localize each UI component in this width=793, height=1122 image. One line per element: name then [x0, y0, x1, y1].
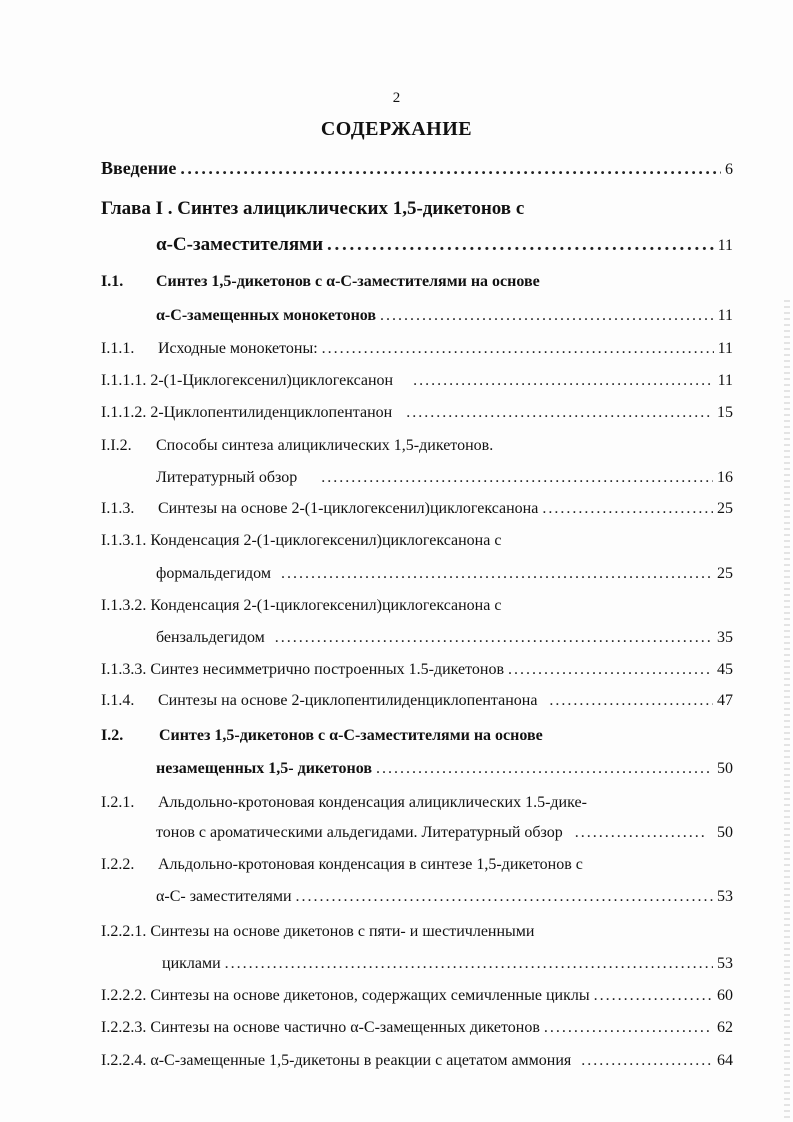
toc-entry-s1-1-4	[101, 690, 733, 712]
toc-entry-text: 2-(1-Циклогексенил)циклогексанон	[150, 372, 394, 389]
scan-edge-artifact	[784, 300, 790, 1120]
leader-dots	[281, 563, 713, 585]
toc-entry-s1-1-2-title	[101, 435, 733, 457]
toc-entry-s1-1-2	[156, 467, 733, 489]
toc-page-number: 35	[717, 629, 733, 646]
toc-entry-s1-1-title	[101, 271, 733, 293]
toc-entry-s1-1-1	[101, 338, 733, 360]
leader-dots	[406, 402, 713, 424]
toc-page-number: 11	[717, 340, 733, 357]
toc-page-number: 60	[717, 987, 733, 1004]
toc-entry-text: Исходные монокетоны:	[158, 340, 318, 357]
leader-dots	[542, 498, 713, 520]
toc-entry-text: α-С-замещенных монокетонов	[156, 307, 377, 324]
toc-section-number: I.2.2.4.	[101, 1052, 147, 1069]
toc-page-number: 25	[717, 565, 733, 582]
toc-entry-s1-1-3-1-title	[101, 530, 733, 552]
toc-page-number: 25	[717, 500, 733, 517]
toc-entry-text: Литературный обзор	[156, 469, 298, 486]
toc-entry-s1-1-3-2	[156, 627, 733, 649]
toc-page-number: 50	[717, 824, 733, 841]
leader-dots	[575, 822, 705, 844]
leader-dots	[508, 659, 713, 681]
leader-dots	[376, 758, 713, 780]
toc-page-number: 53	[717, 888, 733, 905]
toc-page-number: 11	[717, 307, 733, 324]
toc-entry-text: Альдольно-кротоновая конденсация в синтезе 1,5-дикетонов с	[158, 856, 583, 873]
toc-entry-text: Синтезы на основе 2-(1-циклогексенил)циклогексанона	[158, 500, 539, 517]
toc-entry-s1-1-3-1	[156, 563, 733, 585]
toc-entry-text: α-С- заместителями	[156, 888, 292, 905]
leader-dots	[413, 370, 714, 392]
toc-entry-s1-2-2	[156, 886, 733, 908]
toc-entry-text: α-С-заместителями	[156, 234, 324, 255]
toc-page-number: 62	[717, 1019, 733, 1036]
toc-entry-text: Альдольно-кротоновая конденсация алициклических 1.5-дике-	[158, 794, 587, 811]
toc-entry-chapter1	[156, 234, 733, 256]
toc-page-number: 64	[717, 1052, 733, 1069]
toc-section-number: I.1.	[101, 273, 124, 290]
leader-dots	[581, 1050, 713, 1072]
toc-page-number: 45	[717, 661, 733, 678]
page-title: СОДЕРЖАНИЕ	[320, 118, 473, 140]
toc-entry-s1-1	[156, 305, 733, 327]
leader-dots	[296, 886, 713, 908]
toc-entry-s1-2-2-1-title	[101, 921, 733, 943]
toc-entry-text: Синтезы на основе дикетонов с пяти- и шестичленными	[150, 923, 535, 940]
toc-section-number: I.1.1.2.	[101, 404, 147, 421]
toc-entry-s1-2-2-title	[101, 854, 733, 876]
toc-page-number: 47	[717, 692, 733, 709]
leader-dots	[549, 690, 713, 712]
leader-dots	[180, 157, 721, 179]
toc-section-number: I.I.2.	[101, 437, 132, 454]
toc-entry-s1-2-title	[101, 725, 733, 747]
toc-section-number: I.1.3.3.	[101, 661, 147, 678]
toc-entry-text: бензальдегидом	[156, 629, 265, 646]
toc-entry-s1-2-2-2	[101, 985, 733, 1007]
toc-section-number: I.2.2.1.	[101, 923, 147, 940]
toc-entry-text: α-С-замещенные 1,5-дикетоны в реакции с ацетатом аммония	[150, 1052, 572, 1069]
toc-entry-text: Введение	[101, 158, 177, 178]
toc-entry-s1-1-3	[101, 498, 733, 520]
toc-entry-text: Синтезы на основе частично α-С-замещенных дикетонов	[150, 1019, 540, 1036]
toc-entry-text: тонов с ароматическими альдегидами. Литературный обзор	[156, 824, 563, 841]
toc-entry-s1-2-2-4	[101, 1050, 733, 1072]
toc-entry-s1-2-1-title	[101, 792, 733, 814]
leader-dots	[321, 467, 713, 489]
toc-entry-text: Синтез несимметрично построенных 1.5-дикетонов	[150, 661, 504, 678]
toc-section-number: I.2.	[101, 727, 124, 744]
toc-entry-s1-2	[156, 758, 733, 780]
toc-section-number: I.2.2.2.	[101, 987, 147, 1004]
toc-entry-text: Синтез 1,5-дикетонов с α-С-заместителями на основе	[156, 273, 540, 290]
toc-entry-text: циклами	[162, 955, 221, 972]
toc-entry-text: Синтезы на основе 2-циклопентилиденциклопентанона	[158, 692, 538, 709]
toc-section-number: I.2.2.	[101, 856, 135, 873]
toc-page-number: 15	[717, 404, 733, 421]
leader-dots	[275, 627, 713, 649]
leader-dots	[594, 985, 713, 1007]
toc-page-number: 53	[717, 955, 733, 972]
toc-page-number: 16	[717, 469, 733, 486]
toc-page-number: 11	[717, 372, 733, 389]
toc-entry-s1-1-1-2	[101, 402, 733, 424]
toc-entry-text: Конденсация 2-(1-циклогексенил)циклогексанона с	[150, 532, 502, 549]
leader-dots	[225, 953, 713, 975]
toc-section-number: I.1.4.	[101, 692, 135, 709]
toc-entry-text: 2-Циклопентилиденциклопентанон	[150, 404, 393, 421]
toc-page-number: 6	[725, 161, 733, 178]
leader-dots	[322, 338, 714, 360]
toc-section-number: I.1.3.	[101, 500, 135, 517]
toc-entry-s1-2-2-1	[162, 953, 733, 975]
toc-section-number: I.1.3.1.	[101, 532, 147, 549]
page-number: 2	[392, 90, 401, 106]
toc-section-number: I.1.3.2.	[101, 597, 147, 614]
toc-page-number: 11	[717, 237, 733, 254]
toc-entry-text: Синтез 1,5-дикетонов с α-С-заместителями на основе	[159, 727, 543, 744]
toc-entry-text: Конденсация 2-(1-циклогексенил)циклогексанона с	[150, 597, 502, 614]
toc-entry-s1-1-3-2-title	[101, 595, 733, 617]
toc-section-number: I.2.1.	[101, 794, 135, 811]
toc-entry-s1-2-1	[156, 822, 733, 844]
toc-entry-s1-1-3-3	[101, 659, 733, 681]
leader-dots	[380, 305, 714, 327]
toc-entry-text: Способы синтеза алициклических 1,5-дикетонов.	[156, 437, 494, 454]
toc-entry-text: Синтезы на основе дикетонов, содержащих семичленные циклы	[150, 987, 590, 1004]
toc-page-number: 50	[717, 760, 733, 777]
toc-entry-s1-2-2-3	[101, 1017, 733, 1039]
leader-dots	[544, 1017, 713, 1039]
toc-section-number: I.2.2.3.	[101, 1019, 147, 1036]
toc-entry-text: формальдегидом	[156, 565, 271, 582]
toc-section-number: I.1.1.	[101, 340, 135, 357]
toc-entry-chapter1-title	[101, 198, 733, 220]
toc-entry-text: незамещенных 1,5- дикетонов	[156, 760, 372, 777]
toc-entry-s1-1-1-1	[101, 370, 733, 392]
toc-section-number: I.1.1.1.	[101, 372, 147, 389]
toc-entry-text: Глава I . Синтез алициклических 1,5-дикетонов с	[101, 198, 525, 219]
toc-entry-intro	[101, 157, 733, 179]
leader-dots	[327, 234, 714, 256]
